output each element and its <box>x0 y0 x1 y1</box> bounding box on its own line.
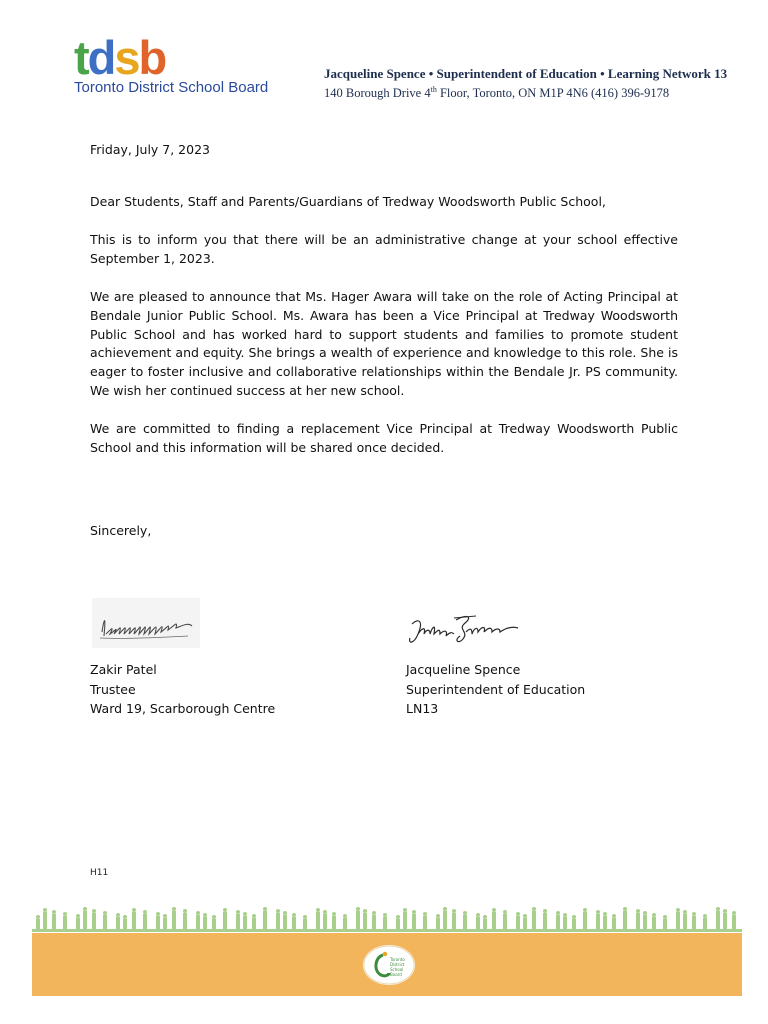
paragraph-2: We are pleased to announce that Ms. Hager Awara will take on the role of Acting Principal at Bendale Junior Public School. Ms. Awara has been a Vice Principal at Tredway Woodsworth Public School and has worked hard to support students and families to promote student achievement and equity. She brings a wealth of experience and knowledge to this role. She is eager to foster inclusive and collaborative relationships within the Bendale Jr. PS community. We wish her continued success at her new school. <box>90 289 678 398</box>
crowd-figure-head <box>412 910 416 914</box>
crowd-figure-body <box>212 919 216 929</box>
crowd-figure-head <box>156 912 160 916</box>
paragraph-3: We are committed to finding a replacement Vice Principal at Tredway Woodsworth Public School and this information will be shared once decided. <box>90 421 678 455</box>
crowd-figure-body <box>76 918 80 929</box>
crowd-figure-body <box>452 913 456 929</box>
crowd-figure-head <box>716 907 720 911</box>
logo-letter-s: s <box>114 31 139 84</box>
crowd-figure-body <box>252 918 256 929</box>
crowd-figure-body <box>83 911 87 929</box>
document-code: H11 <box>90 868 109 878</box>
crowd-figure-body <box>596 914 600 929</box>
crowd-figure-body <box>363 913 367 929</box>
crowd-figure-body <box>103 915 107 929</box>
letter-salutation: Dear Students, Staff and Parents/Guardians of Tredway Woodsworth Public School, <box>90 194 606 209</box>
crowd-figure-body <box>532 911 536 929</box>
crowd-figure-head <box>363 909 367 913</box>
crowd-figure-head <box>292 913 296 917</box>
crowd-figure-body <box>652 917 656 929</box>
crowd-figure-body <box>172 911 176 929</box>
crowd-figure-head <box>63 912 67 916</box>
crowd-figure-body <box>143 914 147 929</box>
crowd-figure-body <box>43 912 47 929</box>
signatory-left <box>90 660 275 719</box>
crowd-figure-head <box>252 914 256 918</box>
crowd-figure-head <box>343 914 347 918</box>
crowd-figure-body <box>223 912 227 929</box>
crowd-figure-body <box>612 918 616 929</box>
crowd-figure-head <box>683 910 687 914</box>
crowd-figure-body <box>563 917 567 929</box>
crowd-figure-head <box>243 912 247 916</box>
crowd-figure-body <box>92 913 96 929</box>
crowd-figure-head <box>283 911 287 915</box>
crowd-figure-head <box>76 914 80 918</box>
crowd-figure-head <box>36 915 40 919</box>
address-part1: 140 Borough Drive 4 <box>324 86 431 101</box>
crowd-figure-body <box>716 911 720 929</box>
crowd-figure-body <box>163 918 167 929</box>
footer-crowd-silhouettes <box>32 904 742 932</box>
crowd-figure-body <box>683 914 687 929</box>
signatory-title: Trustee <box>90 681 136 697</box>
crowd-figure-body <box>443 911 447 929</box>
signatory-detail: LN13 <box>406 701 439 716</box>
crowd-figure-head <box>203 913 207 917</box>
crowd-figure-head <box>83 907 87 911</box>
letterhead-contact <box>324 66 728 101</box>
crowd-figure-head <box>583 908 587 912</box>
crowd-figure-body <box>583 912 587 929</box>
crowd-figure-body <box>116 917 120 929</box>
crowd-figure-head <box>596 910 600 914</box>
crowd-figure-head <box>556 911 560 915</box>
crowd-figure-body <box>36 919 40 929</box>
logo-letter-b: b <box>138 31 166 84</box>
crowd-figure-body <box>123 919 127 929</box>
crowd-figure-body <box>636 913 640 929</box>
crowd-figure-head <box>223 908 227 912</box>
crowd-figure-body <box>156 916 160 929</box>
crowd-figure-body <box>603 916 607 929</box>
crowd-figure-head <box>356 907 360 911</box>
crowd-figure-head <box>543 909 547 913</box>
crowd-figure-head <box>572 915 576 919</box>
crowd-figure-body <box>676 912 680 929</box>
crowd-figure-body <box>703 918 707 929</box>
crowd-figure-head <box>452 909 456 913</box>
crowd-figure-head <box>263 907 267 911</box>
crowd-figure-body <box>523 918 527 929</box>
crowd-figure-head <box>116 913 120 917</box>
crowd-figure-head <box>383 913 387 917</box>
signature-zakir-patel <box>92 598 200 648</box>
crowd-figure-body <box>203 917 207 929</box>
crowd-figure-body <box>276 913 280 929</box>
crowd-figure-body <box>403 912 407 929</box>
crowd-figure-head <box>303 915 307 919</box>
crowd-figure-head <box>463 911 467 915</box>
crowd-figure-body <box>236 914 240 929</box>
crowd-figure-head <box>623 907 627 911</box>
signatory-detail: Ward 19, Scarborough Centre <box>90 701 276 716</box>
tdsb-logo <box>74 31 294 100</box>
crowd-figure-head <box>43 908 47 912</box>
crowd-figure-head <box>372 911 376 915</box>
crowd-figure-body <box>723 913 727 929</box>
logo-wordmark <box>74 31 294 84</box>
crowd-figure-head <box>732 911 736 915</box>
logo-letter-t: t <box>74 31 88 84</box>
crowd-figure-head <box>423 912 427 916</box>
crowd-figure-body <box>543 913 547 929</box>
crowd-figure-head <box>443 907 447 911</box>
crowd-figure-body <box>292 917 296 929</box>
org-name: Toronto District School Board <box>74 79 269 96</box>
crowd-figure-head <box>476 913 480 917</box>
crowd-figure-body <box>423 916 427 929</box>
crowd-figure-head <box>236 910 240 914</box>
crowd-figure-body <box>396 919 400 929</box>
signatory-title: Superintendent of Education <box>406 681 586 697</box>
signatory-name: Zakir Patel <box>90 662 157 677</box>
crowd-figure-head <box>663 915 667 919</box>
crowd-figure-head <box>403 908 407 912</box>
crowd-figure-head <box>143 910 147 914</box>
crowd-figure-head <box>163 914 167 918</box>
svg-text:District: District <box>390 962 405 967</box>
contact-name-line: Jacqueline Spence • Superintendent of Education • Learning Network 13 <box>324 66 728 81</box>
letter-date: Friday, July 7, 2023 <box>90 142 210 157</box>
crowd-figure-body <box>383 917 387 929</box>
crowd-figure-body <box>483 919 487 929</box>
crowd-figure-body <box>303 919 307 929</box>
crowd-figure-body <box>463 915 467 929</box>
crowd-figure-body <box>412 914 416 929</box>
crowd-figure-head <box>532 907 536 911</box>
crowd-figure-body <box>316 912 320 929</box>
crowd-figure-head <box>612 914 616 918</box>
crowd-figure-body <box>556 915 560 929</box>
letter-closing: Sincerely, <box>90 523 152 538</box>
crowd-figure-head <box>692 912 696 916</box>
crowd-figure-body <box>63 916 67 929</box>
crowd-figure-head <box>172 907 176 911</box>
crowd-figure-body <box>183 913 187 929</box>
crowd-figure-head <box>563 913 567 917</box>
crowd-figure-head <box>603 912 607 916</box>
crowd-figure-head <box>92 909 96 913</box>
crowd-figure-body <box>663 919 667 929</box>
crowd-figure-head <box>183 909 187 913</box>
footer-tdsb-logo <box>363 945 415 985</box>
address-sup: th <box>430 85 437 94</box>
crowd-figure-head <box>483 915 487 919</box>
crowd-figure-body <box>623 911 627 929</box>
crowd-figure-body <box>52 914 56 929</box>
crowd-figure-head <box>332 912 336 916</box>
crowd-figure-body <box>492 912 496 929</box>
crowd-figure-head <box>212 915 216 919</box>
crowd-figure-body <box>436 918 440 929</box>
crowd-figure-body <box>732 915 736 929</box>
signatory-right <box>406 660 585 719</box>
crowd-figure-head <box>196 911 200 915</box>
crowd-figure-body <box>196 915 200 929</box>
crowd-figure-body <box>323 914 327 929</box>
crowd-figure-head <box>103 911 107 915</box>
crowd-figure-body <box>692 916 696 929</box>
crowd-figure-head <box>52 910 56 914</box>
contact-address-line <box>324 82 724 101</box>
crowd-figure-head <box>643 911 647 915</box>
crowd-figure-head <box>132 908 136 912</box>
crowd-figure-head <box>396 915 400 919</box>
crowd-figure-body <box>476 917 480 929</box>
crowd-figure-body <box>332 916 336 929</box>
crowd-figure-body <box>516 916 520 929</box>
crowd-figure-head <box>523 914 527 918</box>
crowd-figure-head <box>276 909 280 913</box>
crowd-figure-body <box>283 915 287 929</box>
crowd-figure-head <box>676 908 680 912</box>
crowd-figure-body <box>503 914 507 929</box>
crowd-figure-head <box>436 914 440 918</box>
crowd-figure-head <box>652 913 656 917</box>
crowd-figure-head <box>636 909 640 913</box>
crowd-figure-head <box>492 908 496 912</box>
crowd-figure-head <box>316 908 320 912</box>
crowd-figure-body <box>343 918 347 929</box>
crowd-figure-body <box>356 911 360 929</box>
crowd-figure-body <box>643 915 647 929</box>
signature-jacqueline-spence <box>404 610 524 656</box>
crowd-figure-body <box>132 912 136 929</box>
crowd-figure-head <box>123 915 127 919</box>
crowd-figure-head <box>516 912 520 916</box>
logo-letter-d: d <box>87 31 115 84</box>
svg-text:Board: Board <box>390 972 402 977</box>
crowd-figure-head <box>723 909 727 913</box>
crowd-figure-body <box>372 915 376 929</box>
crowd-figure-head <box>323 910 327 914</box>
svg-text:School: School <box>390 967 404 972</box>
svg-text:Toronto: Toronto <box>390 957 405 962</box>
crowd-figure-body <box>572 919 576 929</box>
crowd-figure-body <box>243 916 247 929</box>
paragraph-1: This is to inform you that there will be an administrative change at your school effective September 1, 2023. <box>90 232 678 266</box>
crowd-figure-head <box>703 914 707 918</box>
crowd-figure-head <box>503 910 507 914</box>
crowd-figure-body <box>263 911 267 929</box>
address-part2: Floor, Toronto, ON M1P 4N6 (416) 396-9178 <box>436 86 670 101</box>
signatory-name: Jacqueline Spence <box>406 662 521 677</box>
